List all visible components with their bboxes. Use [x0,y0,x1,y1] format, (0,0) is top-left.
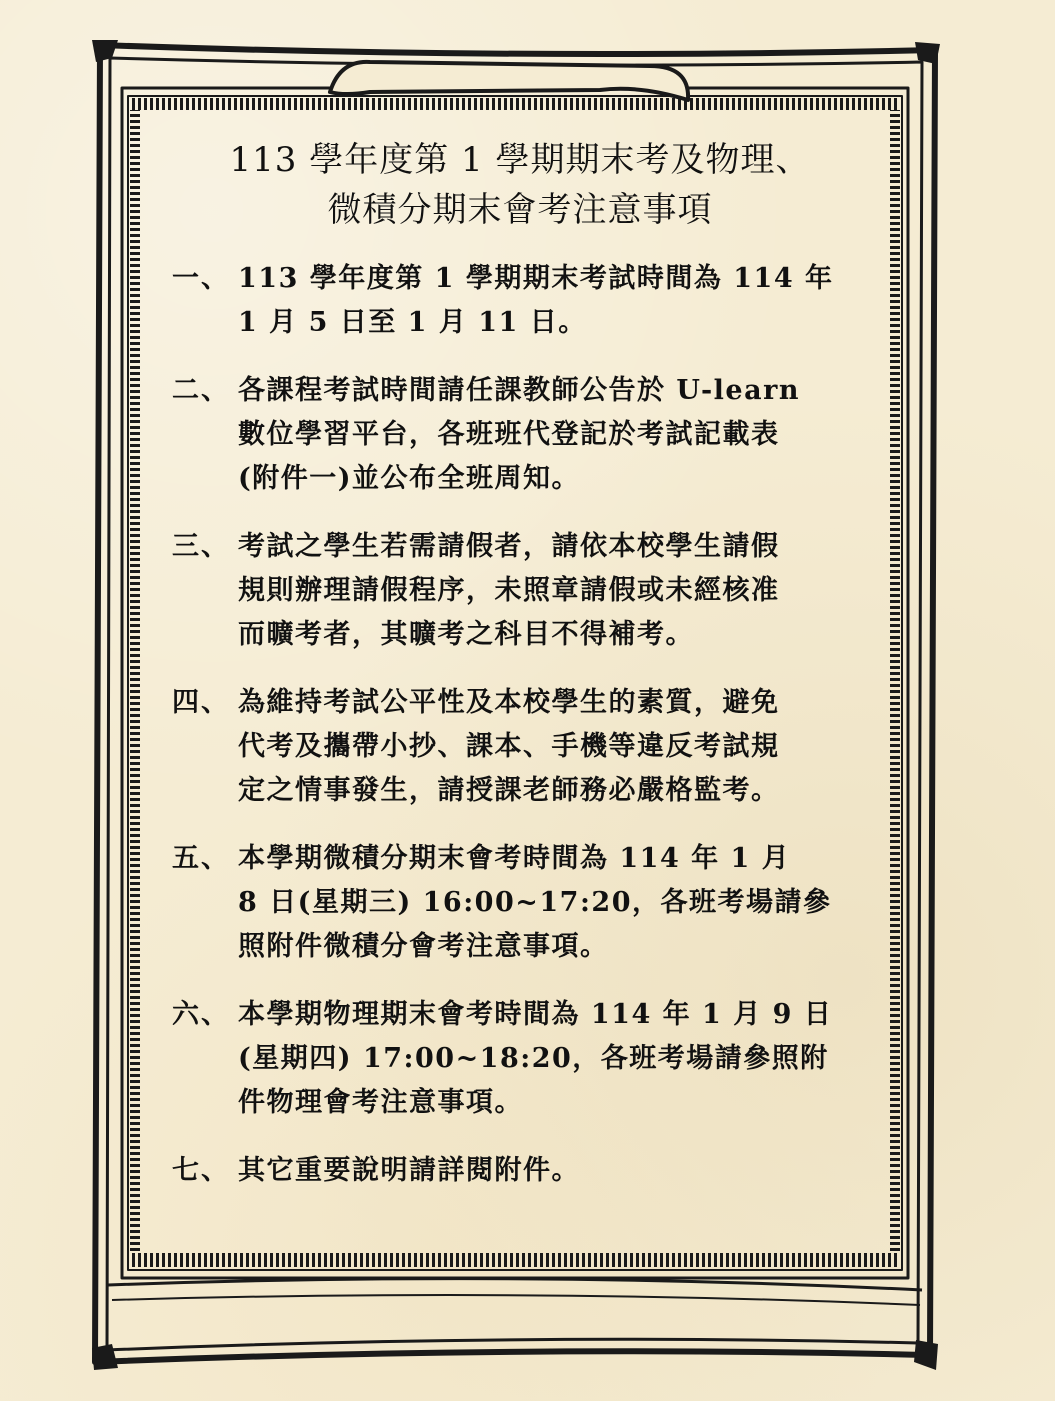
item-number: 四、 [172,687,230,718]
notice-content [160,135,880,1217]
list-item-1 [160,257,880,345]
item-number: 七、 [172,1155,230,1186]
item-number: 五、 [172,843,230,874]
item-text: 考試之學生若需請假者，請依本校學生請假 規則辦理請假程序，未照章請假或未經核准 而曠考者，其曠考之科目不得補考。 [238,531,780,650]
list-item-5 [160,837,880,969]
item-number: 六、 [172,999,230,1030]
list-item-7 [160,1149,880,1193]
item-text: 本學期微積分期末會考時間為 114 年 1 月 8 日(星期三) 16:00~17:20，各班考場請參 照附件微積分會考注意事項。 [238,843,832,962]
list-item-6 [160,993,880,1125]
item-number: 一、 [172,263,230,294]
list-item-3 [160,525,880,657]
list-item-4 [160,681,880,813]
item-text: 各課程考試時間請任課教師公告於 U-learn 數位學習平台，各班班代登記於考試記載表 (附件一)並公布全班周知。 [238,375,800,494]
item-number: 三、 [172,531,230,562]
page-title: 113 學年度第 1 學期期末考及物理、 微積分期末會考注意事項 [229,140,811,230]
item-text: 為維持考試公平性及本校學生的素質，避免 代考及攜帶小抄、課本、手機等違反考試規 定之情事發生，請授課老師務必嚴格監考。 [238,687,780,806]
item-text: 本學期物理期末會考時間為 114 年 1 月 9 日 (星期四) 17:00~18:20，各班考場請參照附 件物理會考注意事項。 [238,999,833,1118]
item-number: 二、 [172,375,230,406]
item-text: 其它重要說明請詳閱附件。 [238,1155,580,1186]
list-item-2 [160,369,880,501]
item-text: 113 學年度第 1 學期期末考試時間為 114 年 1 月 5 日至 1 月 11 日。 [238,263,834,338]
